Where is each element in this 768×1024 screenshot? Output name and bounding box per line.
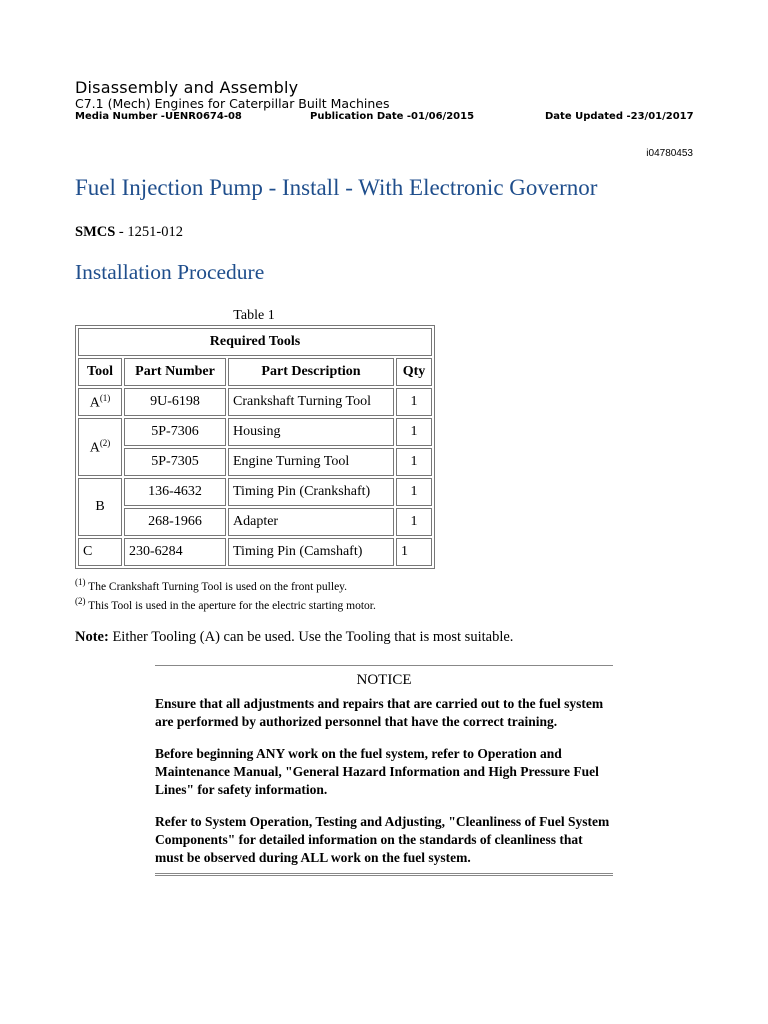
smcs-line (75, 224, 183, 241)
table-row (78, 508, 432, 536)
tool-letter: A (89, 440, 100, 456)
table-title: Required Tools (78, 328, 432, 356)
note (75, 629, 513, 646)
tool-footnote-ref: (2) (99, 437, 111, 448)
tool-cell (78, 418, 122, 476)
table-row (78, 448, 432, 476)
column-header-part-description: Part Description (228, 358, 394, 386)
footnote-text: This Tool is used in the aperture for the electric starting motor. (85, 599, 376, 612)
part-description-cell: Housing (228, 418, 394, 446)
document-category: Disassembly and Assembly (75, 78, 299, 97)
date-updated: Date Updated -23/01/2017 (545, 111, 694, 122)
qty-cell: 1 (396, 388, 432, 416)
notice-box (155, 665, 613, 876)
notice-paragraph: Before beginning ANY work on the fuel system, refer to Operation and Maintenance Manual, "General Hazard Information and High Pressure Fuel Lines" for safety information. (155, 746, 599, 797)
table-row (78, 478, 432, 506)
part-description-cell: Timing Pin (Camshaft) (228, 538, 394, 566)
tool-cell: C (78, 538, 122, 566)
column-header-tool: Tool (78, 358, 122, 386)
footnote-mark: (1) (75, 577, 86, 587)
document-id: i04780453 (646, 148, 693, 159)
column-header-part-number: Part Number (124, 358, 226, 386)
media-number: Media Number -UENR0674-08 (75, 111, 242, 122)
publication-date: Publication Date -01/06/2015 (310, 111, 475, 122)
footnote (75, 596, 376, 612)
part-description-cell: Adapter (228, 508, 394, 536)
required-tools-table (75, 325, 435, 569)
document-subtitle: C7.1 (Mech) Engines for Caterpillar Built Machines (75, 96, 390, 111)
part-description-cell: Timing Pin (Crankshaft) (228, 478, 394, 506)
part-number-cell: 9U-6198 (124, 388, 226, 416)
table-row (78, 388, 432, 416)
footnote (75, 577, 347, 593)
column-header-qty: Qty (396, 358, 432, 386)
tool-cell: B (78, 478, 122, 536)
table-row (78, 418, 432, 446)
smcs-label: SMCS (75, 224, 116, 240)
part-description-cell: Engine Turning Tool (228, 448, 394, 476)
footnote-text: The Crankshaft Turning Tool is used on the front pulley. (85, 580, 348, 593)
note-text: Either Tooling (A) can be used. Use the Tooling that is most suitable. (108, 629, 514, 645)
qty-cell: 1 (396, 538, 432, 566)
qty-cell: 1 (396, 418, 432, 446)
qty-cell: 1 (396, 478, 432, 506)
notice-paragraph: Ensure that all adjustments and repairs that are carried out to the fuel system are performed by authorized personnel that have the correct training. (155, 696, 604, 729)
part-description-cell: Crankshaft Turning Tool (228, 388, 394, 416)
part-number-cell: 5P-7306 (124, 418, 226, 446)
note-label: Note: (75, 629, 109, 645)
qty-cell: 1 (396, 448, 432, 476)
notice-title: NOTICE (356, 672, 412, 688)
tool-cell (78, 388, 122, 416)
notice-paragraph: Refer to System Operation, Testing and Adjusting, "Cleanliness of Fuel System Components" for detailed information on the standards of cleanliness that must be observed during ALL work on the fuel system. (155, 814, 610, 865)
footnote-mark: (2) (75, 596, 86, 606)
part-number-cell: 136-4632 (124, 478, 226, 506)
part-number-cell: 268-1966 (124, 508, 226, 536)
table-title-row (78, 328, 432, 356)
table-row (78, 538, 432, 566)
table-header-row (78, 358, 432, 386)
smcs-value: - 1251-012 (115, 224, 183, 240)
page-title: Fuel Injection Pump - Install - With Electronic Governor (75, 175, 598, 200)
qty-cell: 1 (396, 508, 432, 536)
table-caption: Table 1 (233, 308, 275, 323)
part-number-cell: 230-6284 (124, 538, 226, 566)
part-number-cell: 5P-7305 (124, 448, 226, 476)
tool-footnote-ref: (1) (99, 392, 111, 403)
tool-letter: A (89, 395, 100, 411)
section-title: Installation Procedure (75, 260, 265, 284)
